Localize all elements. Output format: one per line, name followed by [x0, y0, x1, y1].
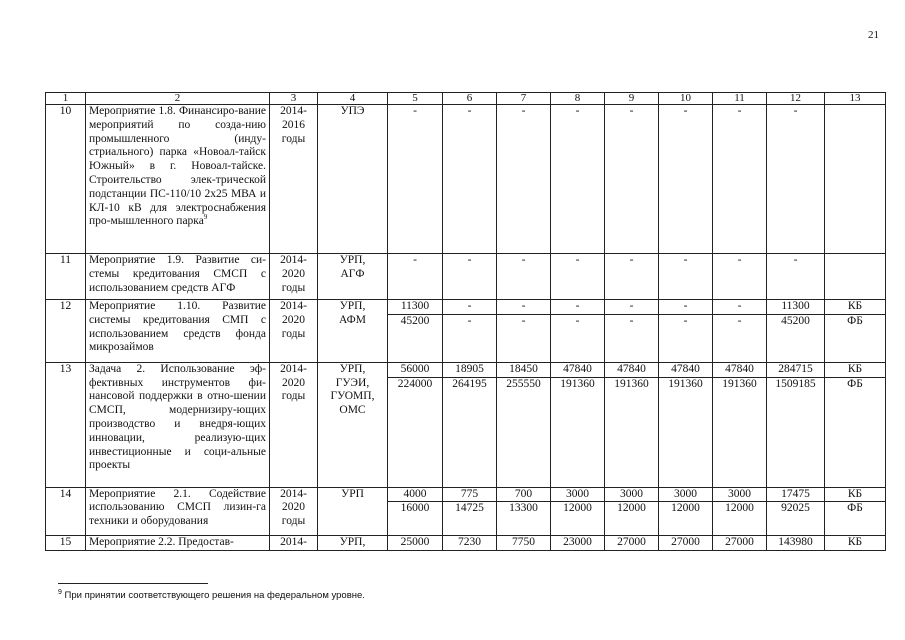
- footnote-reference: 9: [203, 213, 208, 222]
- funding-value: -: [659, 105, 713, 254]
- page-number: 21: [868, 29, 879, 41]
- funding-value: 14725: [443, 502, 497, 536]
- header-cell: 3: [270, 93, 318, 105]
- table-row: [46, 536, 886, 551]
- funding-value: -: [443, 254, 497, 300]
- funding-value: 12000: [551, 502, 605, 536]
- funding-value: -: [659, 300, 713, 315]
- row-number: 15: [46, 536, 86, 551]
- activity-name: [86, 105, 270, 254]
- funding-value: -: [605, 300, 659, 315]
- executor: УРП: [318, 487, 388, 536]
- executor: УРП, ГУЭИ, ГУОМП, ОМС: [318, 362, 388, 487]
- funding-value: -: [605, 254, 659, 300]
- funding-source: КБ: [825, 536, 886, 551]
- funding-value: -: [713, 254, 767, 300]
- activity-name-text: Мероприятие 2.2. Предостав-: [89, 536, 234, 549]
- funding-value: -: [443, 300, 497, 315]
- funding-value: -: [497, 254, 551, 300]
- funding-source: [825, 254, 886, 300]
- funding-value: 25000: [388, 536, 443, 551]
- funding-value: 17475: [767, 487, 825, 502]
- activity-name-text: Задача 2. Использование эф-фективных инструментов фи-нансовой поддержки в отно-шении СМСП, модернизиру-ющих производство и внедря-ющих инновации, реализую-щих инвестиционные и соци-альные проекты: [89, 362, 266, 472]
- funding-value: 27000: [605, 536, 659, 551]
- funding-value: -: [497, 314, 551, 362]
- table-row: [46, 254, 886, 300]
- funding-source: ФБ: [825, 502, 886, 536]
- funding-value: 191360: [713, 377, 767, 487]
- funding-value: 12000: [605, 502, 659, 536]
- funding-value: 92025: [767, 502, 825, 536]
- funding-value: 700: [497, 487, 551, 502]
- footnote-mark: 9: [58, 589, 62, 596]
- funding-value: 1509185: [767, 377, 825, 487]
- funding-value: 27000: [659, 536, 713, 551]
- activity-name: [86, 300, 270, 363]
- funding-value: 7750: [497, 536, 551, 551]
- funding-source: КБ: [825, 300, 886, 315]
- funding-value: 143980: [767, 536, 825, 551]
- activity-name-text: Мероприятие 1.8. Финансиро-вание мероприятий по созда-нию промышленного (инду-стриального) парка «Новоал-тайск Южный» в г. Новоал-тайске. Строительство элек-трической подстанции ПС-110/10 2х25 МВА и КЛ-10 кВ для электроснабжения про-мышленного парка: [89, 105, 266, 228]
- header-cell: 6: [443, 93, 497, 105]
- funding-value: -: [551, 300, 605, 315]
- activity-name: [86, 536, 270, 551]
- funding-value: -: [497, 300, 551, 315]
- funding-value: -: [767, 105, 825, 254]
- funding-value: 13300: [497, 502, 551, 536]
- table-row: [46, 487, 886, 502]
- activity-name: [86, 362, 270, 487]
- funding-value: 3000: [713, 487, 767, 502]
- funding-value: -: [659, 254, 713, 300]
- funding-value: 284715: [767, 362, 825, 377]
- funding-value: -: [388, 105, 443, 254]
- funding-value: 47840: [551, 362, 605, 377]
- funding-value: -: [497, 105, 551, 254]
- period-years: 2014- 2016 годы: [270, 105, 318, 254]
- header-cell: 13: [825, 93, 886, 105]
- funding-value: 264195: [443, 377, 497, 487]
- funding-value: 12000: [713, 502, 767, 536]
- executor: УРП, АФМ: [318, 300, 388, 363]
- executor: УПЭ: [318, 105, 388, 254]
- row-number: 11: [46, 254, 86, 300]
- funding-value: 45200: [767, 314, 825, 362]
- executor: УРП,: [318, 536, 388, 551]
- activity-name-text: Мероприятие 1.9. Развитие си-стемы кредитования СМСП с использованием средств АГФ: [89, 254, 266, 294]
- table-row: [46, 105, 886, 254]
- header-cell: 9: [605, 93, 659, 105]
- table-row: [46, 362, 886, 377]
- funding-value: 56000: [388, 362, 443, 377]
- funding-value: 47840: [713, 362, 767, 377]
- funding-value: -: [388, 254, 443, 300]
- funding-value: 191360: [605, 377, 659, 487]
- activity-name: [86, 487, 270, 536]
- funding-value: -: [443, 314, 497, 362]
- funding-value: -: [605, 314, 659, 362]
- header-cell: 11: [713, 93, 767, 105]
- funding-source: КБ: [825, 487, 886, 502]
- activity-name-text: Мероприятие 1.10. Развитие системы кредитования СМП с использованием средств фонда микрозаймов: [89, 300, 266, 354]
- period-years: 2014-: [270, 536, 318, 551]
- funding-value: -: [659, 314, 713, 362]
- row-number: 12: [46, 300, 86, 363]
- funding-value: 18450: [497, 362, 551, 377]
- funding-value: 224000: [388, 377, 443, 487]
- funding-value: 191360: [551, 377, 605, 487]
- funding-value: -: [443, 105, 497, 254]
- header-cell: 1: [46, 93, 86, 105]
- row-number: 13: [46, 362, 86, 487]
- funding-value: -: [551, 254, 605, 300]
- footnote-text: При принятии соответствующего решения на федеральном уровне.: [64, 590, 365, 602]
- funding-value: 16000: [388, 502, 443, 536]
- table-row: [46, 300, 886, 315]
- funding-value: 47840: [605, 362, 659, 377]
- funding-value: 4000: [388, 487, 443, 502]
- funding-source: ФБ: [825, 377, 886, 487]
- funding-value: 3000: [659, 487, 713, 502]
- funding-value: 3000: [551, 487, 605, 502]
- period-years: 2014- 2020 годы: [270, 487, 318, 536]
- funding-value: -: [767, 254, 825, 300]
- budget-table: [45, 92, 886, 551]
- funding-value: 775: [443, 487, 497, 502]
- header-row: [46, 93, 886, 105]
- funding-value: 23000: [551, 536, 605, 551]
- funding-value: 11300: [767, 300, 825, 315]
- funding-value: -: [551, 105, 605, 254]
- executor: УРП, АГФ: [318, 254, 388, 300]
- header-cell: 7: [497, 93, 551, 105]
- funding-value: -: [713, 314, 767, 362]
- funding-value: 45200: [388, 314, 443, 362]
- funding-value: 255550: [497, 377, 551, 487]
- funding-value: -: [713, 105, 767, 254]
- period-years: 2014- 2020 годы: [270, 254, 318, 300]
- funding-value: -: [551, 314, 605, 362]
- header-cell: 8: [551, 93, 605, 105]
- period-years: 2014- 2020 годы: [270, 362, 318, 487]
- funding-value: 12000: [659, 502, 713, 536]
- row-number: 10: [46, 105, 86, 254]
- header-cell: 4: [318, 93, 388, 105]
- row-number: 14: [46, 487, 86, 536]
- funding-source: ФБ: [825, 314, 886, 362]
- funding-source: КБ: [825, 362, 886, 377]
- footnote-rule: [58, 583, 208, 584]
- funding-value: 3000: [605, 487, 659, 502]
- funding-value: 47840: [659, 362, 713, 377]
- header-cell: 12: [767, 93, 825, 105]
- funding-value: -: [605, 105, 659, 254]
- funding-source: [825, 105, 886, 254]
- header-cell: 10: [659, 93, 713, 105]
- footnote: [58, 589, 365, 601]
- header-cell: 2: [86, 93, 270, 105]
- funding-value: 11300: [388, 300, 443, 315]
- header-cell: 5: [388, 93, 443, 105]
- activity-name-text: Мероприятие 2.1. Содействие использованию СМСП лизин-га техники и оборудования: [89, 487, 266, 528]
- funding-value: 27000: [713, 536, 767, 551]
- funding-value: 191360: [659, 377, 713, 487]
- funding-value: -: [713, 300, 767, 315]
- funding-value: 18905: [443, 362, 497, 377]
- period-years: 2014- 2020 годы: [270, 300, 318, 363]
- activity-name: [86, 254, 270, 300]
- funding-value: 7230: [443, 536, 497, 551]
